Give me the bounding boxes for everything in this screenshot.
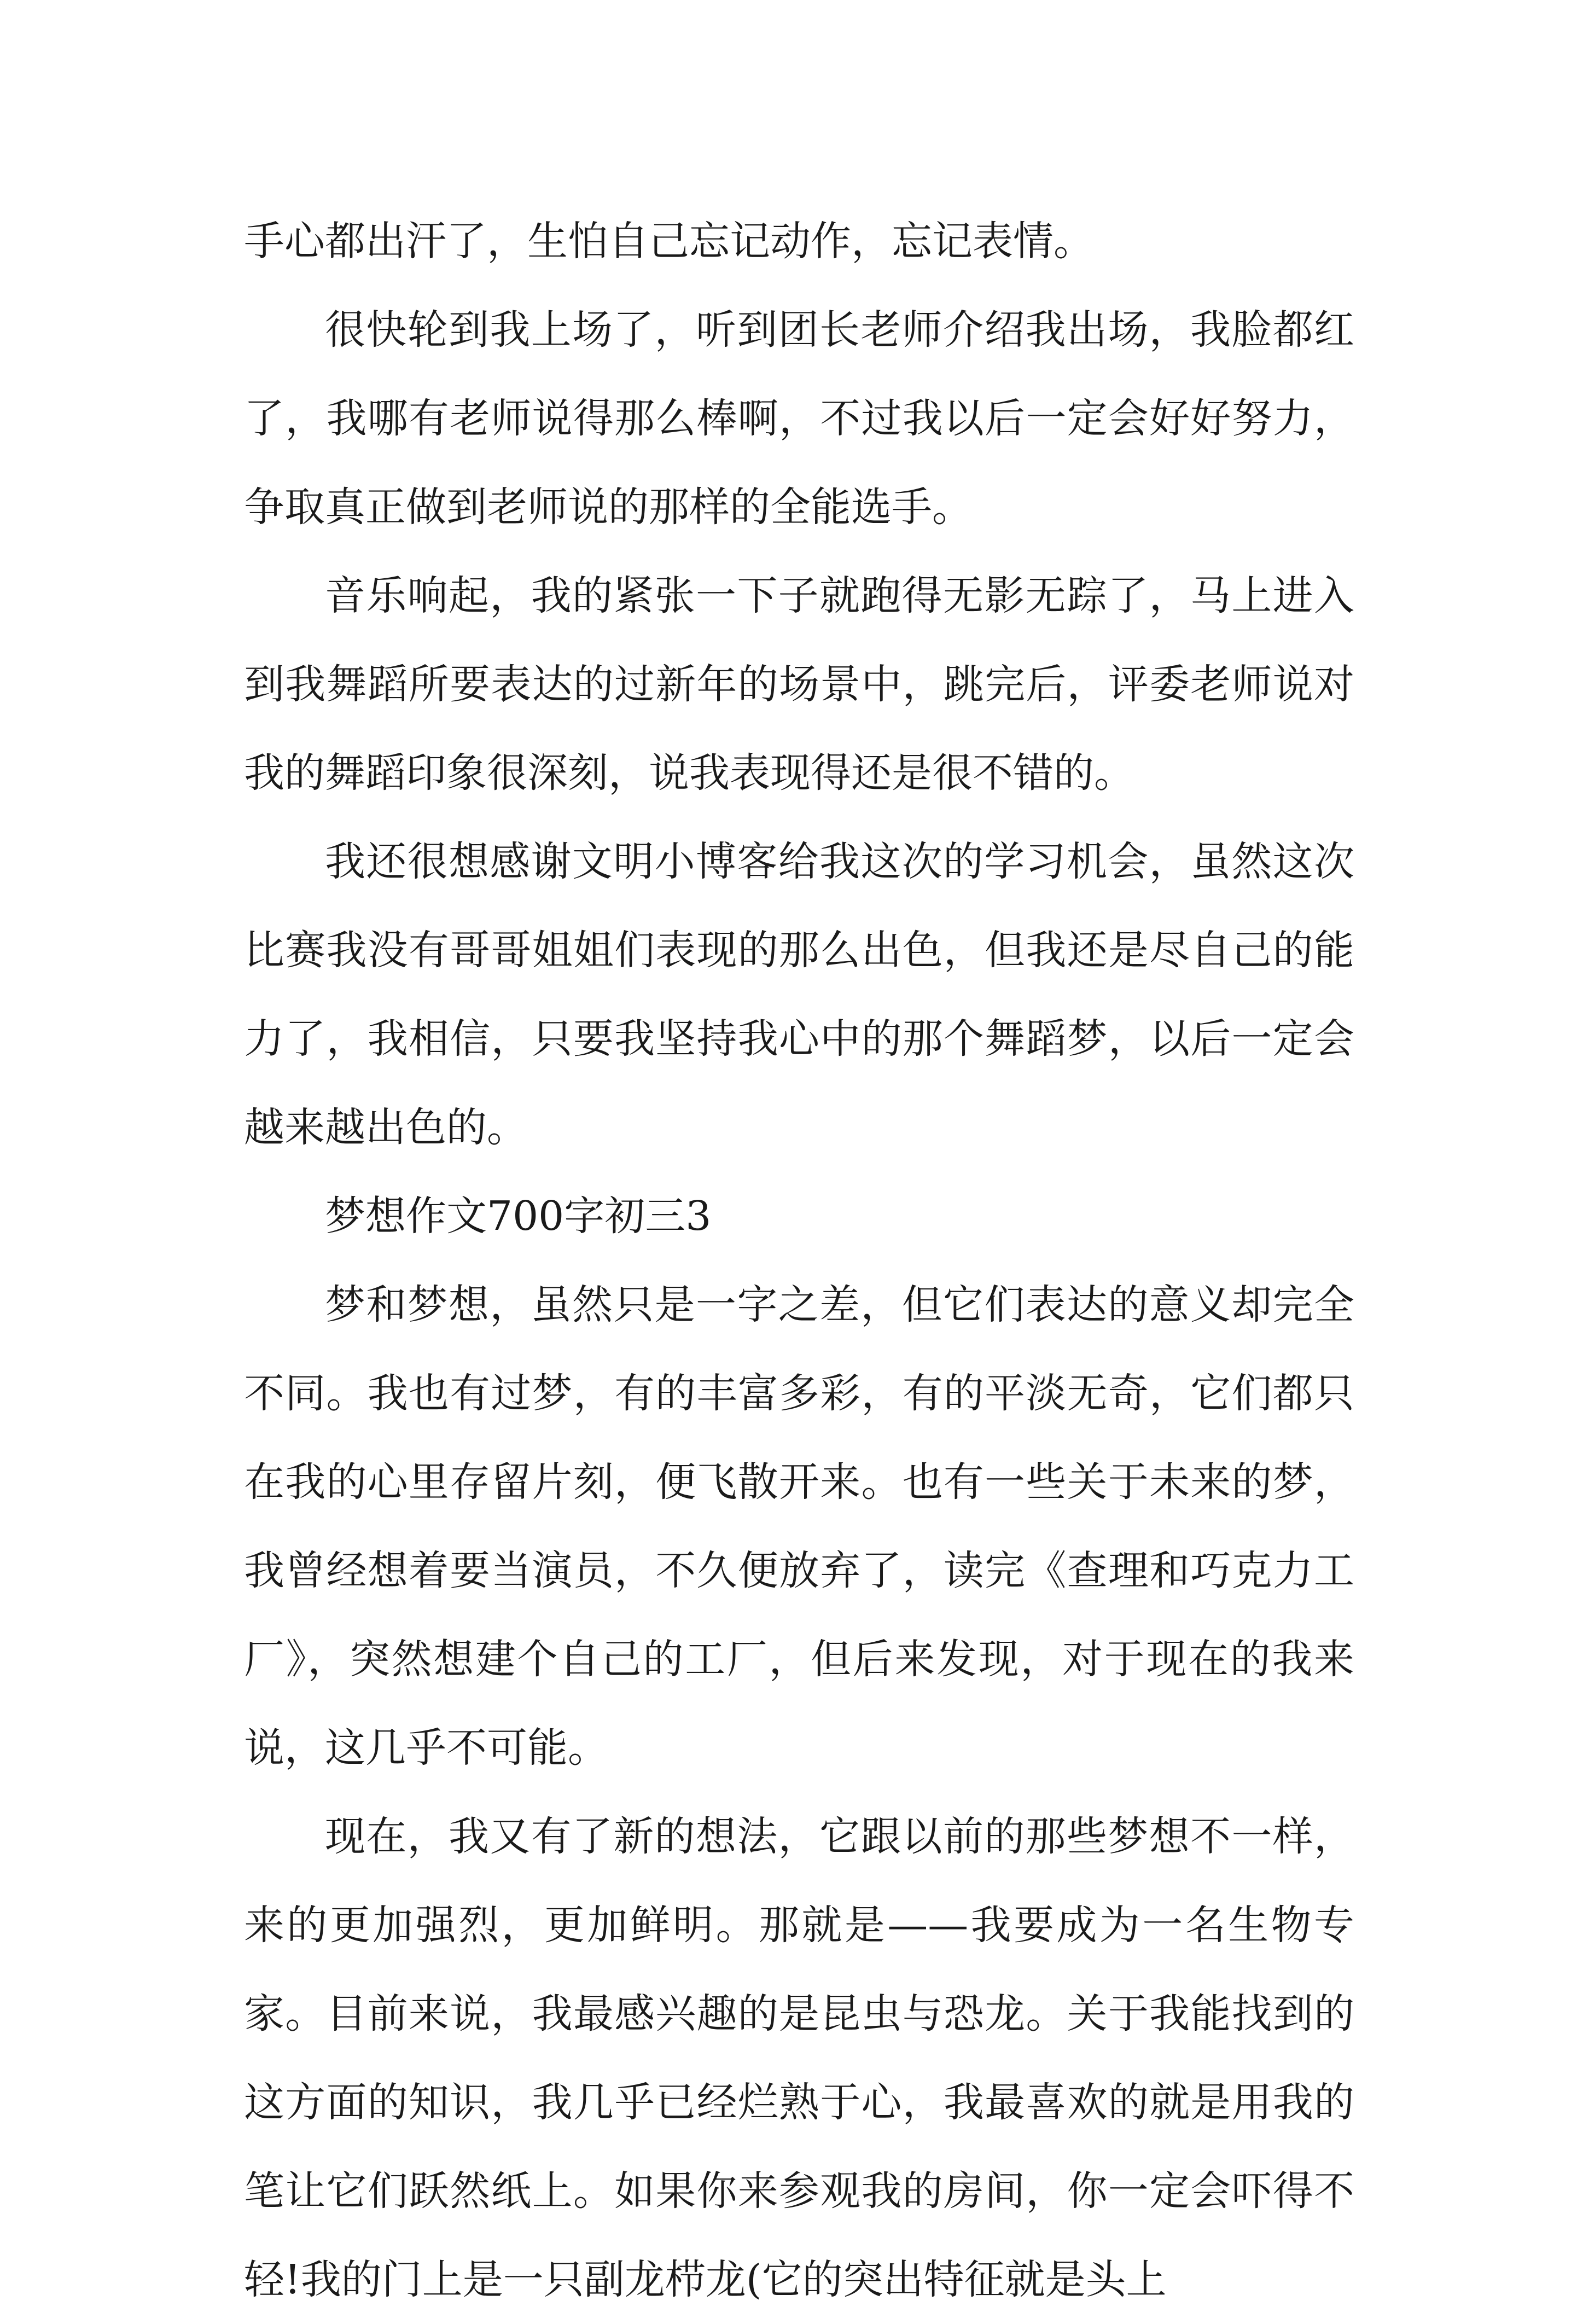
paragraph-thanks: 我还很想感谢文明小博客给我这次的学习机会，虽然这次比赛我没有哥哥姐姐们表现的那么出色，但我还是尽自己的能力了，我相信，只要我坚持我心中的那个舞蹈梦，以后一定会越来越出色的。: [244, 838, 1354, 1151]
document-body: [244, 197, 1354, 2324]
essay-heading: 梦想作文700字初三3: [325, 1193, 712, 1240]
paragraph-music: 音乐响起，我的紧张一下子就跑得无影无踪了，马上进入到我舞蹈所要表达的过新年的场景中，跳完后，评委老师说对我的舞蹈印象很深刻，说我表现得还是很不错的。: [244, 572, 1354, 797]
paragraph-dreams: 梦和梦想，虽然只是一字之差，但它们表达的意义却完全不同。我也有过梦，有的丰富多彩，有的平淡无奇，它们都只在我的心里存留片刻，便飞散开来。也有一些关于未来的梦，我曾经想着要当演员，不久便放弃了，读完《查理和巧克力工厂》，突然想建个自己的工厂，但后来发现，对于现在的我来说，这几乎不可能。: [244, 1281, 1354, 1771]
paragraph-performance: 很快轮到我上场了，听到团长老师介绍我出场，我脸都红了，我哪有老师说得那么棒啊，不过我以后一定会好好努力，争取真正做到老师说的那样的全能选手。: [244, 306, 1354, 531]
paragraph-biologist: 现在，我又有了新的想法，它跟以前的那些梦想不一样，来的更加强烈，更加鲜明。那就是——我要成为一名生物专家。目前来说，我最感兴趣的是昆虫与恐龙。关于我能找到的这方面的知识，我几乎已经烂熟于心，我最喜欢的就是用我的笔让它们跃然纸上。如果你来参观我的房间，你一定会吓得不轻!我的门上是一只副龙栉龙(它的突出特征就是头上: [244, 1813, 1354, 2303]
paragraph-continuation: 手心都出汗了，生怕自己忘记动作，忘记表情。: [244, 218, 1094, 265]
